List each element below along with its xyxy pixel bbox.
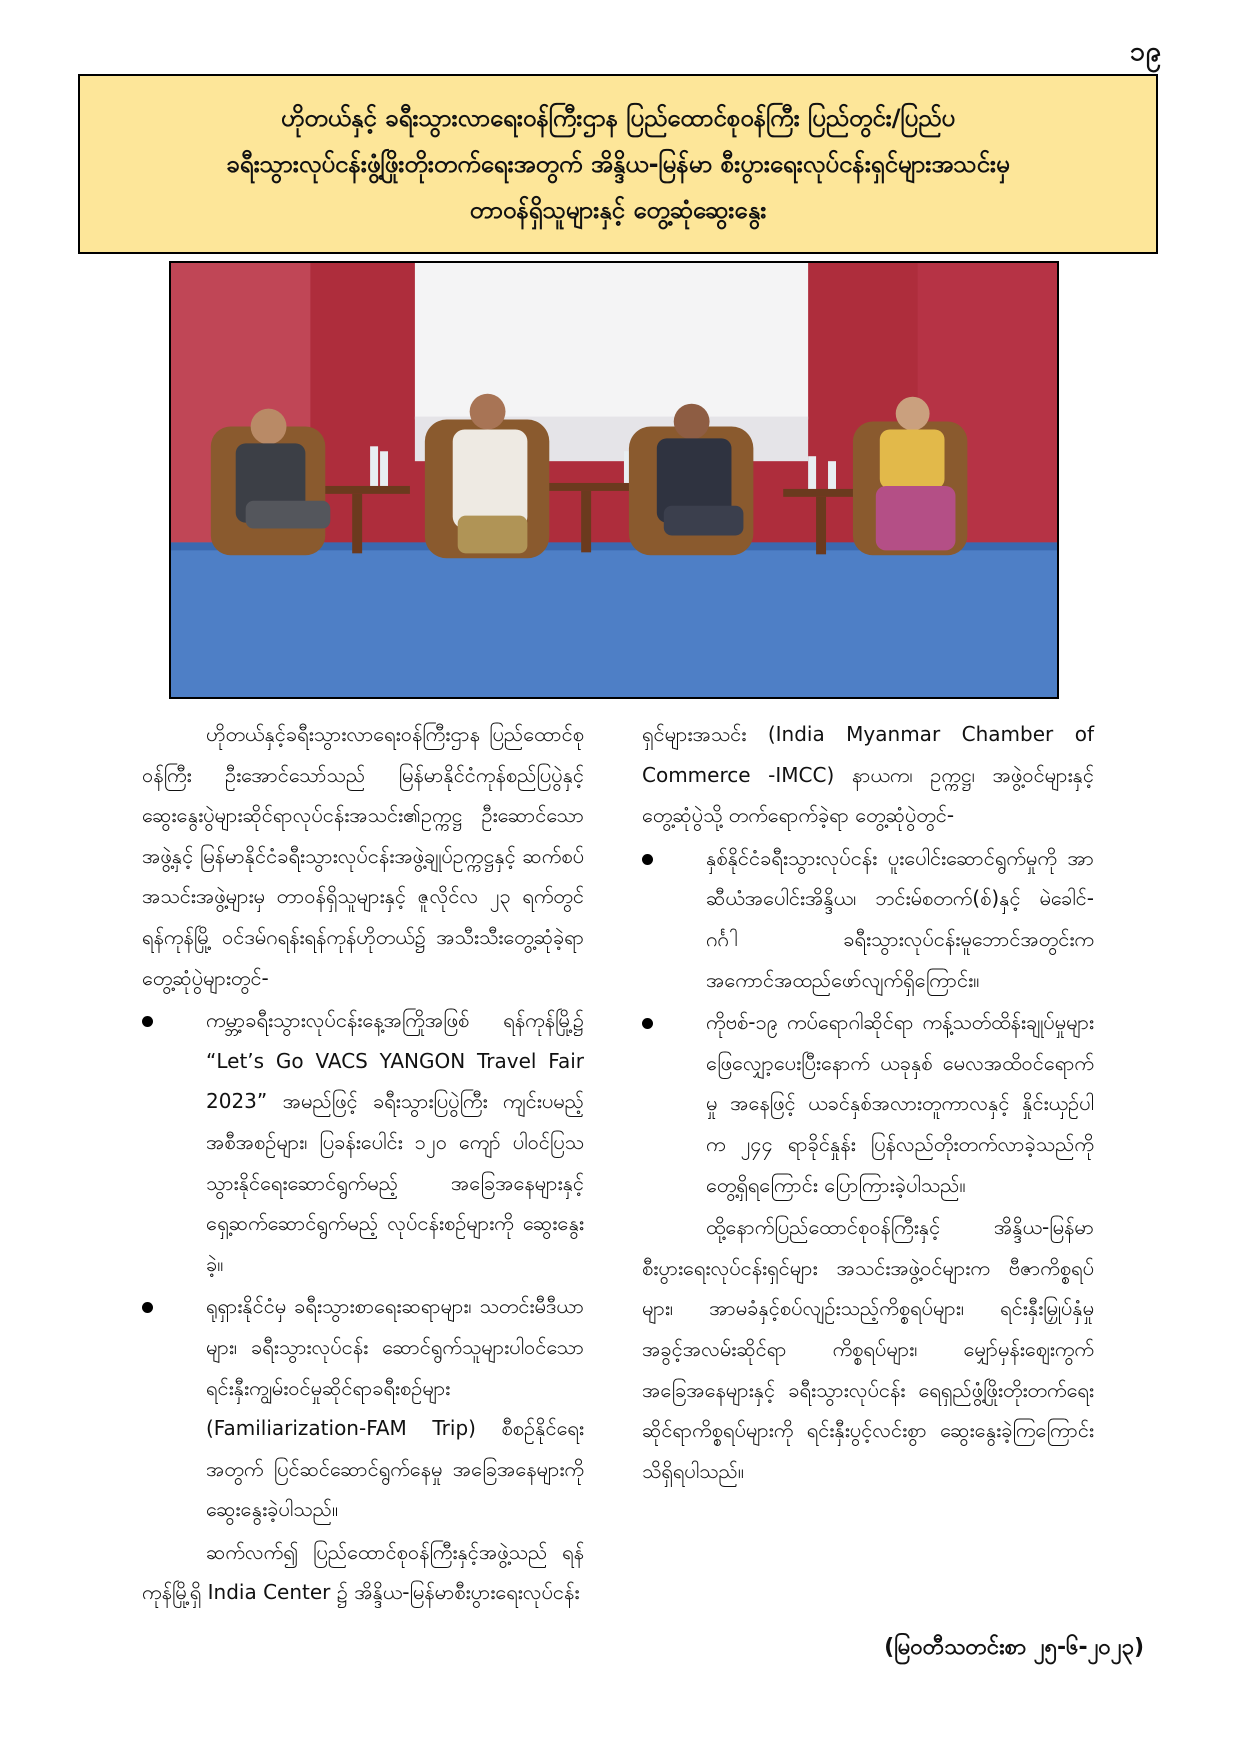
list-item-text: ရုရှားနိုင်ငံမှ ခရီးသွားစာရေးဆရာများ၊ သတင်းမီဒီယာများ၊ ခရီးသွားလုပ်ငန်း ဆောင်ရွက်သူများပါဝင်သော ရင်းနှီးကျွမ်းဝင်မှုဆိုင်ရာခရီးစဉ်များ (Familiarization-FAM Trip) စီစဉ်နိုင်ရေးအတွက် ပြင်ဆင်ဆောင်ရွက်နေမှု အခြေအနေများကို ဆွေးနွေးခဲ့ပါသည်။ — [206, 1294, 584, 1522]
bullet-icon — [642, 854, 653, 865]
headline-line-2: ခရီးသွားလုပ်ငန်းဖွံ့ဖြိုးတိုးတက်ရေးအတွက် အိန္ဒိယ-မြန်မာ စီးပွားရေးလုပ်ငန်းရှင်များအသင်းမှ — [226, 150, 1010, 178]
headline-line-1: ဟိုတယ်နှင့် ခရီးသွားလာရေးဝန်ကြီးဌာန ပြည်ထောင်စုဝန်ကြီး ပြည်တွင်း/ပြည်ပ — [280, 104, 956, 132]
bullet-icon — [142, 1302, 153, 1313]
list-item — [142, 1286, 584, 1530]
article-column-right — [642, 714, 1094, 1491]
headline-box — [78, 74, 1158, 254]
headline-line-3: တာဝန်ရှိသူများနှင့် တွေ့ဆုံဆွေးနွေး — [469, 196, 767, 224]
list-item — [642, 838, 1094, 1000]
article-paragraph: ရှင်များအသင်း (India Myanmar Chamber of Commerce -IMCC) နာယက၊ ဥက္ကဋ္ဌ၊ အဖွဲ့ဝင်များနှင့် တွေ့ဆုံပွဲသို့ တက်ရောက်ခဲ့ရာ တွေ့ဆုံပွဲတွင်- — [642, 722, 1094, 828]
page-number: ၁၉ — [1129, 36, 1162, 67]
list-item-text: ကိုဗစ်-၁၉ ကပ်ရောဂါဆိုင်ရာ ကန့်သတ်ထိန်းချုပ်မှုများ ဖြေလျှော့ပေးပြီးနောက် ယခုနှစ် မေလအထိဝင်ရောက်မှု အနေဖြင့် ယခင်နှစ်အလားတူကာလနှင့် နှိုင်းယှဉ်ပါက ၂၄၄ ရာခိုင်နှုန်း ပြန်လည်တိုးတက်လာခဲ့သည်ကို တွေ့ရှိရကြောင်း ပြောကြားခဲ့ပါသည်။ — [706, 1010, 1094, 1197]
article-column-left — [142, 714, 584, 1613]
bullet-icon — [642, 1018, 653, 1029]
list-item — [142, 1000, 584, 1284]
article-closing-paragraph: ထို့နောက်ပြည်ထောင်စုဝန်ကြီးနှင့် အိန္ဒိယ-မြန်မာ စီးပွားရေးလုပ်ငန်းရှင်များ အသင်းအဖွဲ့ဝင်များက ဗီဇာကိစ္စရပ်များ၊ အာမခံနှင့်စပ်လျဉ်းသည့်ကိစ္စရပ်များ၊ ရင်းနှီးမြှုပ်နှံမှုအခွင့်အလမ်းဆိုင်ရာ ကိစ္စရပ်များ၊ မျှော်မှန်းဈေးကွက်အခြေအနေများနှင့် ခရီးသွားလုပ်ငန်း ရေရှည်ဖွံ့ဖြိုးတိုးတက်ရေးဆိုင်ရာကိစ္စရပ်များကို ရင်းနှီးပွင့်လင်းစွာ ဆွေးနွေးခဲ့ကြကြောင်း သိရှိရပါသည်။ — [642, 1215, 1094, 1483]
article-continuation-paragraph: ဆက်လက်၍ ပြည်ထောင်စုဝန်ကြီးနှင့်အဖွဲ့သည် ရန်ကုန်မြို့ရှိ India Center ၌ အိန္ဒိယ-မြန်မာစီးပွားရေးလုပ်ငန်း — [142, 1539, 584, 1605]
list-item — [642, 1002, 1094, 1205]
article-intro-paragraph: ဟိုတယ်နှင့်ခရီးသွားလာရေးဝန်ကြီးဌာန ပြည်ထောင်စုဝန်ကြီး ဦးအောင်သော်သည် မြန်မာနိုင်ငံကုန်စည်ပြပွဲနှင့် ဆွေးနွေးပွဲများဆိုင်ရာလုပ်ငန်းအသင်း၏ဥက္ကဋ္ဌ ဦးဆောင်သော အဖွဲ့နှင့် မြန်မာနိုင်ငံခရီးသွားလုပ်ငန်းအဖွဲ့ချုပ်ဥက္ကဋ္ဌနှင့် ဆက်စပ်အသင်းအဖွဲ့များမှ တာဝန်ရှိသူများနှင့် ဇူလိုင်လ ၂၃ ရက်တွင် ရန်ကုန်မြို့ ဝင်ဒမ်ဂရန်းရန်ကုန်ဟိုတယ်၌ အသီးသီးတွေ့ဆုံခဲ့ရာ တွေ့ဆုံပွဲများတွင်- — [142, 722, 584, 990]
list-item-text: ကမ္ဘာ့ခရီးသွားလုပ်ငန်းနေ့အကြိုအဖြစ် ရန်ကုန်မြို့၌ “Let’s Go VACS YANGON Travel Fair 2023” အမည်ဖြင့် ခရီးသွားပြပွဲကြီး ကျင်းပမည့်အစီအစဉ်များ၊ ပြခန်းပေါင်း ၁၂၀ ကျော် ပါဝင်ပြသသွားနိုင်ရေးဆောင်ရွက်မည့် အခြေအနေများနှင့် ရှေ့ဆက်ဆောင်ရွက်မည့် လုပ်ငန်းစဉ်များကို ဆွေးနွေးခဲ့။ — [206, 1008, 584, 1276]
list-item-text: နှစ်နိုင်ငံခရီးသွားလုပ်ငန်း ပူးပေါင်းဆောင်ရွက်မှုကို အာဆီယံအပေါင်းအိန္ဒိယ၊ ဘင်းမ်စတက်(စ်)နှင့် မဲခေါင်-ဂင်္ဂါ ခရီးသွားလုပ်ငန်းမူဘောင်အတွင်းက အကောင်အထည်ဖော်လျက်ရှိကြောင်း။ — [706, 845, 1094, 992]
source-citation: (မြဝတီသတင်းစာ ၂၅-၆-၂၀၂၃) — [884, 1635, 1144, 1660]
meeting-photo — [169, 261, 1059, 699]
bullet-icon — [142, 1016, 153, 1027]
